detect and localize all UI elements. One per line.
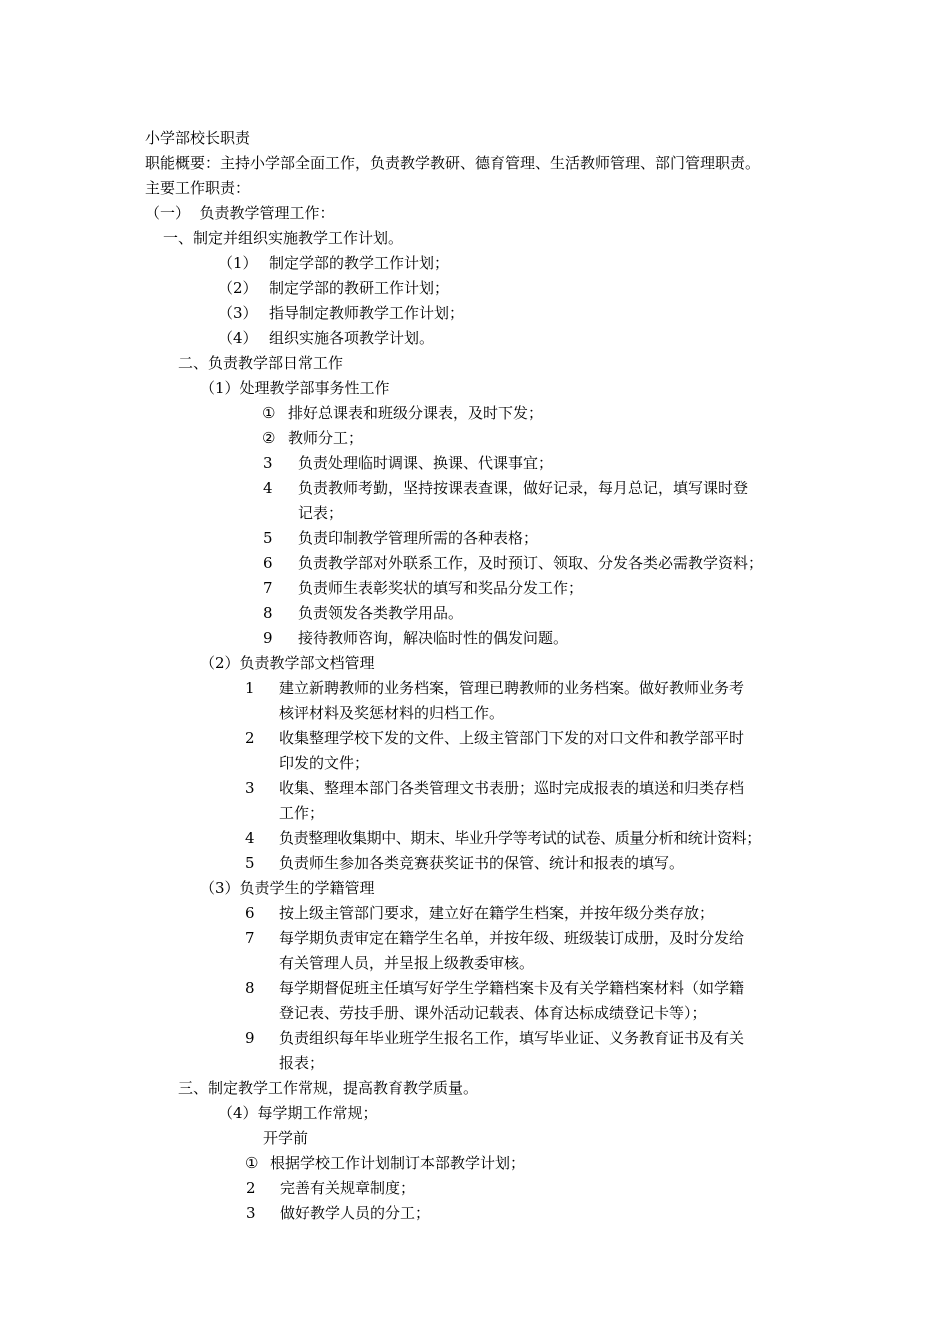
part-heading: 一、制定并组织实施教学工作计划。 [163,229,404,247]
list-item: 负责教学部对外联系工作，及时预订、领取、分发各类必需教学资料； [298,554,764,572]
list-item: 每学期督促班主任填写好学生学籍档案卡及有关学籍档案材料（如学籍 [279,979,745,997]
list-item: 制定学部的教研工作计划； [269,279,450,297]
list-item-continuation: 核评材料及奖惩材料的归档工作。 [279,704,505,722]
list-number: （1） [218,254,258,272]
sub-heading: （2）负责教学部文档管理 [200,654,375,672]
list-number: 8 [263,604,273,622]
duties-heading: 主要工作职责： [145,179,251,197]
list-item: 接待教师咨询，解决临时性的偶发问题。 [298,629,569,647]
list-item: 收集整理学校下发的文件、上级主管部门下发的对口文件和教学部平时 [279,729,745,747]
list-number: 1 [245,679,255,697]
list-number: 5 [245,854,255,872]
sub-heading: （3）负责学生的学籍管理 [200,879,375,897]
doc-title: 小学部校长职责 [145,129,251,147]
list-number: 6 [245,904,255,922]
list-item: 按上级主管部门要求，建立好在籍学生档案，并按年级分类存放； [279,904,715,922]
list-item: 制定学部的教学工作计划； [269,254,450,272]
list-item: 负责组织每年毕业班学生报名工作，填写毕业证、义务教育证书及有关 [279,1029,745,1047]
list-item-continuation: 登记表、劳技手册、课外活动记载表、体育达标成绩登记卡等）； [279,1004,707,1022]
list-number: 4 [263,479,273,497]
list-item: 组织实施各项教学计划。 [269,329,435,347]
sub-heading: （1）处理教学部事务性工作 [200,379,390,397]
list-number: （3） [218,304,258,322]
list-item: 负责师生表彰奖状的填写和奖品分发工作； [298,579,584,597]
list-number: 4 [245,829,255,847]
list-item: 指导制定教师教学工作计划； [269,304,465,322]
list-number: 7 [263,579,273,597]
part-heading: 二、负责教学部日常工作 [178,354,344,372]
list-number: 5 [263,529,273,547]
list-number: （2） [218,279,258,297]
list-item-continuation: 报表； [279,1054,325,1072]
overview-paragraph: 职能概要：主持小学部全面工作，负责教学教研、德育管理、生活教师管理、部门管理职责。 [145,154,761,172]
phase-label: 开学前 [263,1129,309,1147]
list-number: 7 [245,929,255,947]
list-number: ② [262,429,276,447]
list-item-continuation: 有关管理人员，并呈报上级教委审核。 [279,954,535,972]
list-item: 收集、整理本部门各类管理文书表册；巡时完成报表的填送和归类存档 [279,779,745,797]
list-number: 6 [263,554,273,572]
list-item: 负责整理收集期中、期末、毕业升学等考试的试卷、质量分析和统计资料； [279,829,761,847]
list-number: 9 [245,1029,255,1047]
list-item: 根据学校工作计划制订本部教学计划； [270,1154,526,1172]
list-item: 负责教师考勤，坚持按课表查课，做好记录，每月总记，填写课时登 [298,479,749,497]
list-number: 2 [246,1179,256,1197]
section-heading: （一） 负责教学管理工作： [145,204,335,222]
list-item: 完善有关规章制度； [280,1179,416,1197]
list-number: 3 [263,454,273,472]
list-number: ① [262,404,276,422]
list-number: 3 [246,1204,256,1222]
list-item: 负责处理临时调课、换课、代课事宜； [298,454,554,472]
list-item-continuation: 印发的文件； [279,754,370,772]
list-item-continuation: 工作； [279,804,325,822]
list-number: 2 [245,729,255,747]
list-item: 负责师生参加各类竞赛获奖证书的保管、统计和报表的填写。 [279,854,685,872]
list-number: （4） [218,329,258,347]
list-number: 9 [263,629,273,647]
list-item: 负责领发各类教学用品。 [298,604,464,622]
list-item: 建立新聘教师的业务档案，管理已聘教师的业务档案。做好教师业务考 [279,679,745,697]
list-number: 8 [245,979,255,997]
part-heading: 三、制定教学工作常规，提高教育教学质量。 [178,1079,479,1097]
list-item: 教师分工； [288,429,364,447]
list-item: 做好教学人员的分工； [280,1204,431,1222]
list-number: ① [245,1154,259,1172]
list-item-continuation: 记表； [298,504,344,522]
list-item: 排好总课表和班级分课表，及时下发； [288,404,544,422]
list-number: 3 [245,779,255,797]
sub-heading: （4）每学期工作常规； [218,1104,378,1122]
list-item: 负责印制教学管理所需的各种表格； [298,529,539,547]
list-item: 每学期负责审定在籍学生名单，并按年级、班级装订成册，及时分发给 [279,929,745,947]
